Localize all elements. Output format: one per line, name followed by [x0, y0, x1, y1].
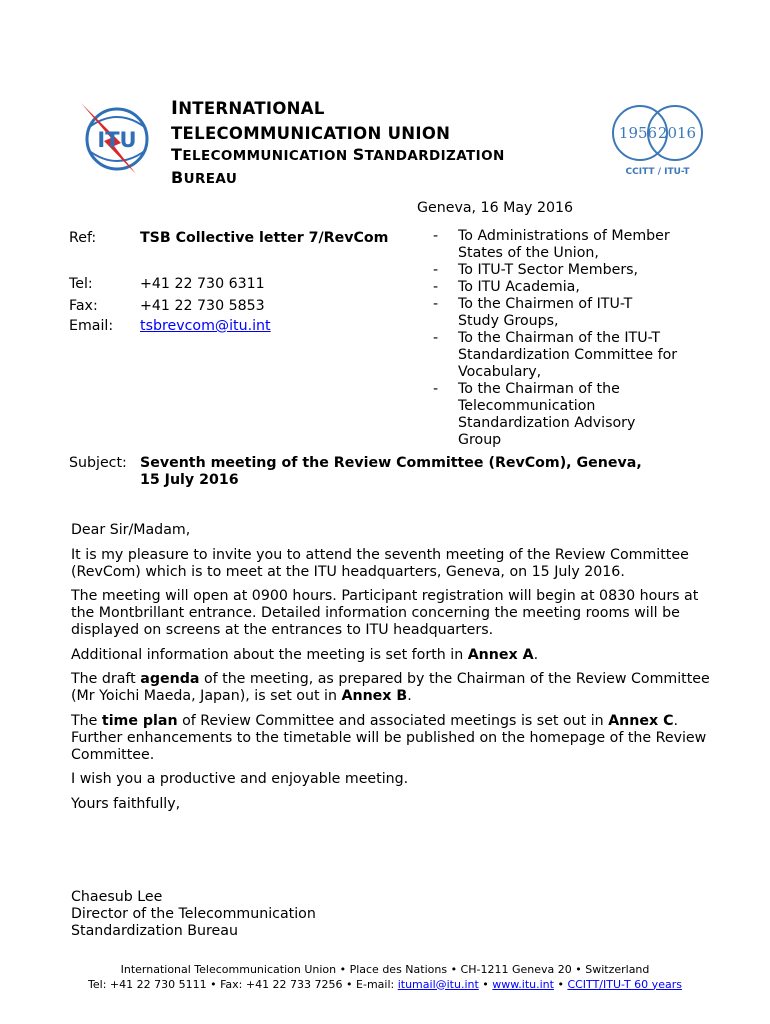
- organization-name: INTERNATIONAL TELECOMMUNICATION UNION: [171, 98, 451, 143]
- signature-block: [71, 889, 316, 940]
- subject-label: Subject:: [69, 455, 127, 471]
- recipient-item: - To ITU-T Sector Members,: [433, 262, 639, 278]
- anniversary-caption: CCITT / ITU-T: [625, 167, 690, 177]
- paragraph-agenda: The draft agenda of the meeting, as prepared by the Chairman of the Review Committee (Mr Yoichi Maeda, Japan), is set out in Annex B.: [71, 671, 710, 704]
- email-link[interactable]: tsbrevcom@itu.int: [140, 318, 271, 334]
- paragraph-wish: I wish you a productive and enjoyable meeting.: [71, 771, 409, 787]
- tel-value: +41 22 730 6311: [140, 276, 265, 292]
- paragraph-time-plan: The time plan of Review Committee and associated meetings is set out in Annex C. Further enhancements to the timetable will be published on the homepage of the Review Committee.: [71, 712, 707, 763]
- ref-value: TSB Collective letter 7/RevCom: [140, 230, 389, 246]
- ref-label: Ref:: [69, 230, 97, 246]
- email-label: Email:: [69, 318, 114, 334]
- subject-value: Seventh meeting of the Review Committee (RevCom), Geneva, 15 July 2016: [140, 455, 642, 488]
- recipient-item: - To the Chairmen of ITU-T Study Groups,: [433, 296, 633, 329]
- salutation: Dear Sir/Madam,: [71, 522, 191, 538]
- letter-date: Geneva, 16 May 2016: [417, 200, 574, 216]
- recipient-item: - To ITU Academia,: [433, 279, 580, 295]
- itu-logo-text: ITU: [97, 128, 137, 152]
- signatory-title: Director of the Telecommunication: [71, 906, 316, 922]
- paragraph-invitation: It is my pleasure to invite you to attend the seventh meeting of the Review Committee (RevCom) which is to meet at the ITU headquarters, Geneva, on 15 July 2016.: [71, 546, 689, 580]
- footer-web-link[interactable]: www.itu.int: [492, 977, 554, 991]
- fax-label: Fax:: [69, 298, 98, 314]
- tel-label: Tel:: [69, 276, 93, 292]
- recipient-item: - To the Chairman of the Telecommunication Standardization Advisory Group: [433, 381, 636, 448]
- paragraph-annex-a: Additional information about the meeting is set forth in Annex A.: [71, 646, 539, 663]
- footer: [0, 963, 770, 992]
- signatory-name: Chaesub Lee: [71, 889, 163, 905]
- footer-anniversary-link[interactable]: CCITT/ITU-T 60 years: [567, 977, 682, 991]
- letter-body: [71, 522, 711, 820]
- anniversary-logo-icon: [610, 100, 705, 178]
- fax-value: +41 22 730 5853: [140, 298, 265, 314]
- footer-contact: Tel: +41 22 730 5111 • Fax: +41 22 733 7256 • E-mail: itumail@itu.int • www.itu.int • CCITT/ITU-T 60 years: [88, 977, 682, 991]
- recipient-item: - To Administrations of Member States of the Union,: [433, 228, 670, 261]
- anniversary-year-end: 2016: [657, 124, 697, 142]
- paragraph-schedule: The meeting will open at 0900 hours. Participant registration will begin at 0830 hours at the Montbrillant entrance. Detailed information concerning the meeting rooms will be displayed on screens at the entrances to ITU headquarters.: [71, 588, 699, 638]
- recipient-list: [433, 228, 723, 449]
- footer-email-link[interactable]: itumail@itu.int: [397, 977, 479, 991]
- signatory-title: Standardization Bureau: [71, 923, 238, 939]
- anniversary-year-start: 1956: [618, 124, 658, 142]
- footer-address: International Telecommunication Union • Place des Nations • CH-1211 Geneva 20 • Switzerland: [120, 963, 650, 976]
- itu-logo-icon: [76, 98, 158, 180]
- bureau-name: TELECOMMUNICATION STANDARDIZATION BUREAU: [171, 145, 505, 187]
- recipient-item: - To the Chairman of the ITU-T Standardization Committee for Vocabulary,: [433, 330, 678, 380]
- closing: Yours faithfully,: [71, 795, 181, 812]
